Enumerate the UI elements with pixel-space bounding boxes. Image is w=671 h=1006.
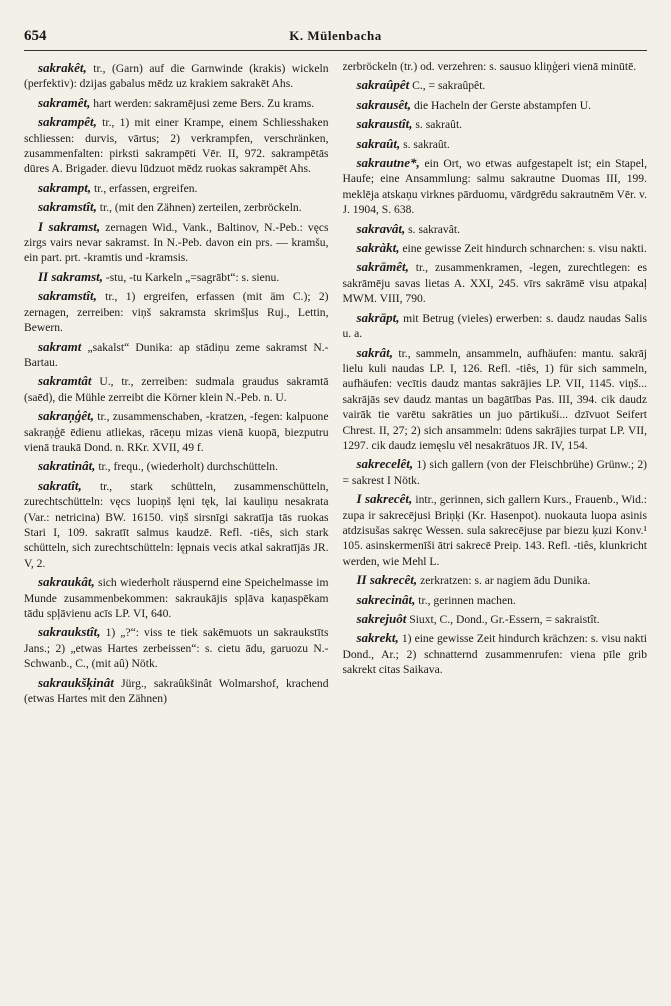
dictionary-entry: [24, 268, 329, 285]
dictionary-entry: [343, 96, 648, 113]
dictionary-entry: [343, 490, 648, 569]
entry-text: mit Betrug (vieles) erwerben: s. daudz naudas Salis u. a.: [342, 311, 647, 341]
entry-headword: sakraukšķinât: [38, 674, 114, 690]
entry-headword: sakrautne*,: [356, 155, 420, 171]
entry-headword: sakrejuôt: [356, 611, 407, 626]
entry-headword: sakrekt,: [356, 630, 399, 646]
entry-text: tr., gerinnen machen.: [415, 593, 516, 607]
entry-headword: sakrampt,: [38, 179, 92, 195]
entry-headword: sakrecelêt,: [356, 456, 414, 472]
entry-headword: sakraût,: [356, 135, 401, 151]
dictionary-entry: [24, 179, 329, 196]
entry-text: tr., (Garn) auf die Garnwinde (krakis) wickeln (perfektiv): dzijas gabalus mēdz uz krakiem sakrakēt Ahs.: [24, 62, 329, 91]
dictionary-entry: [343, 115, 648, 132]
dictionary-entry: [343, 258, 648, 306]
entry-text: tr., frequ., (wiederholt) durchschütteln.: [95, 460, 278, 474]
entry-headword: sakraukât,: [38, 574, 95, 590]
entry-text: eine gewisse Zeit hindurch schnarchen: s. visu nakti.: [399, 242, 647, 256]
entry-headword: II sakramst,: [38, 268, 104, 284]
dictionary-entry: [343, 455, 648, 488]
right-column: [343, 59, 648, 708]
entry-text: intr., gerinnen, sich gallern Kurs., Frauenb., Wid.: zupa ir sakrecējusi Briņķi (Kr. Hasenpot). nuokauta luopa asinis atdzisušas sakręc Wessen. sula sakrecējuse par biezu ķuzi Konv.¹ 105. asinskermenīši ātri sakrecē Preip. 143. Refl. -tiês, klunkricht werden, wie Mehl L.: [342, 493, 647, 568]
dictionary-entry: [343, 610, 648, 627]
entry-headword: sakràkt,: [356, 240, 400, 256]
dictionary-entry: [24, 477, 329, 571]
entry-text: 1) eine gewisse Zeit hindurch krächzen: s. visu nakti Dond., Ar.; 2) schnatternd zusammenrufen: viena pīle grib sakrekt citas Saikava.: [342, 632, 647, 677]
entry-text: U., tr., zerreiben: sudmala graudus sakramtā (saēd), die Mühle zerreibt die Körner klein N.-Peb. n. U.: [24, 375, 329, 404]
entry-text: die Hacheln der Gerste abstampfen U.: [411, 98, 591, 112]
dictionary-entry: [24, 59, 329, 92]
entry-text: hart werden: sakramējusi zeme Bers. Zu krams.: [90, 96, 315, 110]
entry-text: ein Ort, wo etwas aufgestapelt ist; ein Stapel, Haufe; eine Ansammlung: salmu sakrautne Duomas III, 199. meklēja atskaņu virknes pārduomu, vārdgrēdu sakrautnēm Vēr. v. J. 1904, S. 638.: [342, 157, 647, 217]
dictionary-entry: [343, 76, 648, 93]
dictionary-entry: [24, 573, 329, 621]
dictionary-entry: [24, 287, 329, 335]
entry-text: „sakalst“ Dunika: ap stādiņu zeme sakramst N.-Bartau.: [24, 340, 329, 369]
dictionary-entry: [24, 198, 329, 215]
running-head: K. Mülenbacha: [289, 28, 382, 43]
entry-headword: sakrāmêt,: [356, 259, 409, 275]
dictionary-entry: [343, 571, 648, 588]
dictionary-entry: [343, 629, 648, 677]
entry-headword: I sakrecêt,: [356, 491, 413, 507]
entry-headword: sakratît,: [38, 477, 82, 493]
entry-text: 1) „?“: viss te tiek sakēmuots un sakraukstīts Jans.; 2) „etwas Hartes zerbeissen“: s. cietu ādu, garuozu N.-Schwanb., C., (mit aû) Nötk.: [24, 626, 329, 671]
entry-headword: sakrāpt,: [356, 309, 400, 325]
entry-text: tr., zusammenkramen, -legen, zurechtlegen: es sakrāmēju savas lietas A. XXI, 245. vīrs sakrāmē visu atpakaļ MWM. VIII, 790.: [342, 261, 647, 306]
entry-text: tr., (mit den Zähnen) zerteilen, zerbröckeln.: [96, 201, 302, 215]
dictionary-entry: [343, 220, 648, 237]
entry-headword: sakraûpêt: [356, 77, 410, 93]
entry-text: zerkratzen: s. ar nagiem ādu Dunika.: [417, 574, 591, 588]
entry-headword: sakrampêt,: [38, 114, 97, 130]
entry-text: tr., erfassen, ergreifen.: [91, 181, 198, 195]
entry-headword: sakramstît,: [38, 288, 97, 304]
dictionary-entry: [24, 623, 329, 671]
dictionary-entry: [24, 218, 329, 266]
entry-text: tr., stark schütteln, zusammenschütteln, zurechtschütteln: vęcs luopiņš lęni tęk, lai kauliņu nesakrata (Var.: netricina) BW. 16150. viņš sirsnīgi sakratīja tās ruokas Stari I, 109. sakratīt salmus kaudzē. Refl. -tiês, sich stark schütteln, sich zurechtschütteln: lępnais vecis atkal sakratījās JR. V, 2.: [24, 479, 329, 570]
entry-headword: sakramtât: [38, 373, 92, 389]
left-column: [24, 59, 329, 708]
entry-headword: sakramêt,: [38, 94, 91, 110]
dictionary-entry: [343, 154, 648, 218]
entry-headword: II sakrecêt,: [356, 572, 418, 588]
dictionary-entry: [24, 372, 329, 405]
entry-headword: sakramt: [38, 338, 82, 354]
dictionary-entry: [24, 94, 329, 111]
entry-headword: sakrât,: [356, 344, 393, 360]
dictionary-entry: [343, 59, 648, 74]
entry-text: s. sakraût.: [412, 118, 463, 132]
entry-headword: sakraņģêt,: [38, 408, 94, 424]
page-header: [24, 28, 647, 51]
dictionary-entry: [343, 591, 648, 608]
dictionary-entry: [343, 344, 648, 454]
entry-text: s. sakravât.: [405, 222, 460, 236]
dictionary-entry: [24, 113, 329, 177]
page-number: 654: [24, 28, 47, 44]
entry-text: Siuxt, C., Dond., Gr.-Essern, = sakraistît.: [406, 613, 600, 626]
dictionary-entry: [343, 309, 648, 342]
entry-text: tr., 1) mit einer Krampe, einem Schliesshaken schliessen: durvis, vārtus; 2) verkrampfen, verschränken, zusammenfalten: pirksti sakrampēti Vēr. II, 972. sakrampētās dūres A. Brigader. dievu lūdzuot mēdz ruokas sakrampēt Ahs.: [24, 116, 329, 176]
dictionary-entry: [343, 135, 648, 152]
entry-headword: sakratinât,: [38, 458, 96, 474]
entry-text: C., = sakraûpêt.: [409, 79, 486, 93]
entry-headword: sakravât,: [356, 220, 406, 236]
entry-text: sich wiederholt räuspernd eine Speichelmasse im Munde zusammenbekommen: sakraukājis spļāva kaņaspēkam tādu spļāvienu acīs LP. VI, 640.: [24, 576, 329, 620]
entry-headword: I sakramst,: [38, 218, 101, 234]
entry-text: -stu, -tu Karkeln „=sagrābt“: s. sienu.: [103, 270, 280, 284]
entry-text: Jürg., sakraûkšinât Wolmarshof, krachend (etwas Hartes mit den Zähnen): [24, 676, 329, 706]
columns: [24, 59, 647, 708]
entry-text: zernagen Wid., Vank., Baltinov, N.-Peb.: vęcs zirgs vairs nevar sakramst. In N.-Peb. davon ein prs. — kramšu, ein part. prt. -kramtis und -kramsis.: [24, 220, 329, 265]
dictionary-entry: [343, 239, 648, 256]
dictionary-entry: [24, 407, 329, 455]
entry-text: 1) sich gallern (von der Fleischbrühe) Grünw.; 2) = sakrest I Nötk.: [342, 458, 647, 487]
entry-headword: sakrecinât,: [356, 591, 416, 607]
entry-headword: sakrakêt,: [38, 60, 87, 75]
entry-headword: sakrausêt,: [356, 96, 412, 112]
entry-headword: sakraukstît,: [38, 624, 101, 640]
dictionary-entry: [24, 338, 329, 371]
entry-headword: sakraustît,: [356, 116, 413, 132]
dictionary-entry: [24, 457, 329, 474]
entry-text: s. sakraût.: [400, 137, 450, 151]
entry-text: tr., sammeln, ansammeln, aufhäufen: mantu. sakrāj lielu kuli naudas LP. I, 126. Refl. -tiês, 1) für sich sammeln, aufhäufen: vecītis daudz mantas sakrājies LP. VII, 1145. viņš... sakrājās sev daudz mantas un bagātības Pas. III, 394. cik daudz vairāk tie varētu sakrāties un juo pārtikuši... dzīvuot Seifert Chrest. II, 27; 2) sich ansammeln: ūdens sakrājies turpat LP. VII, 1297. cik daudz iemęslu vēl nesakrātuos JR. IV, 154.: [342, 346, 647, 452]
entry-text: tr., 1) ergreifen, erfassen (mit äm C.); 2) zernagen, zerreiben: viņš sakramsta skrimšļus Ruj., Lettin, Bewern.: [24, 290, 329, 335]
entry-text: zerbröckeln (tr.) od. verzehren: s. sausuo kliņģeri vienā minūtē.: [342, 60, 637, 73]
dictionary-entry: [24, 674, 329, 707]
entry-text: tr., zusammenschaben, -kratzen, -fegen: kalpuone sakraņģē ēdienu atliekas, rāceņu mizas vienā kuopā, biezputru vienā traukā Dond. n. RKr. XVII, 49 f.: [24, 410, 329, 454]
entry-headword: sakramstît,: [38, 199, 97, 215]
